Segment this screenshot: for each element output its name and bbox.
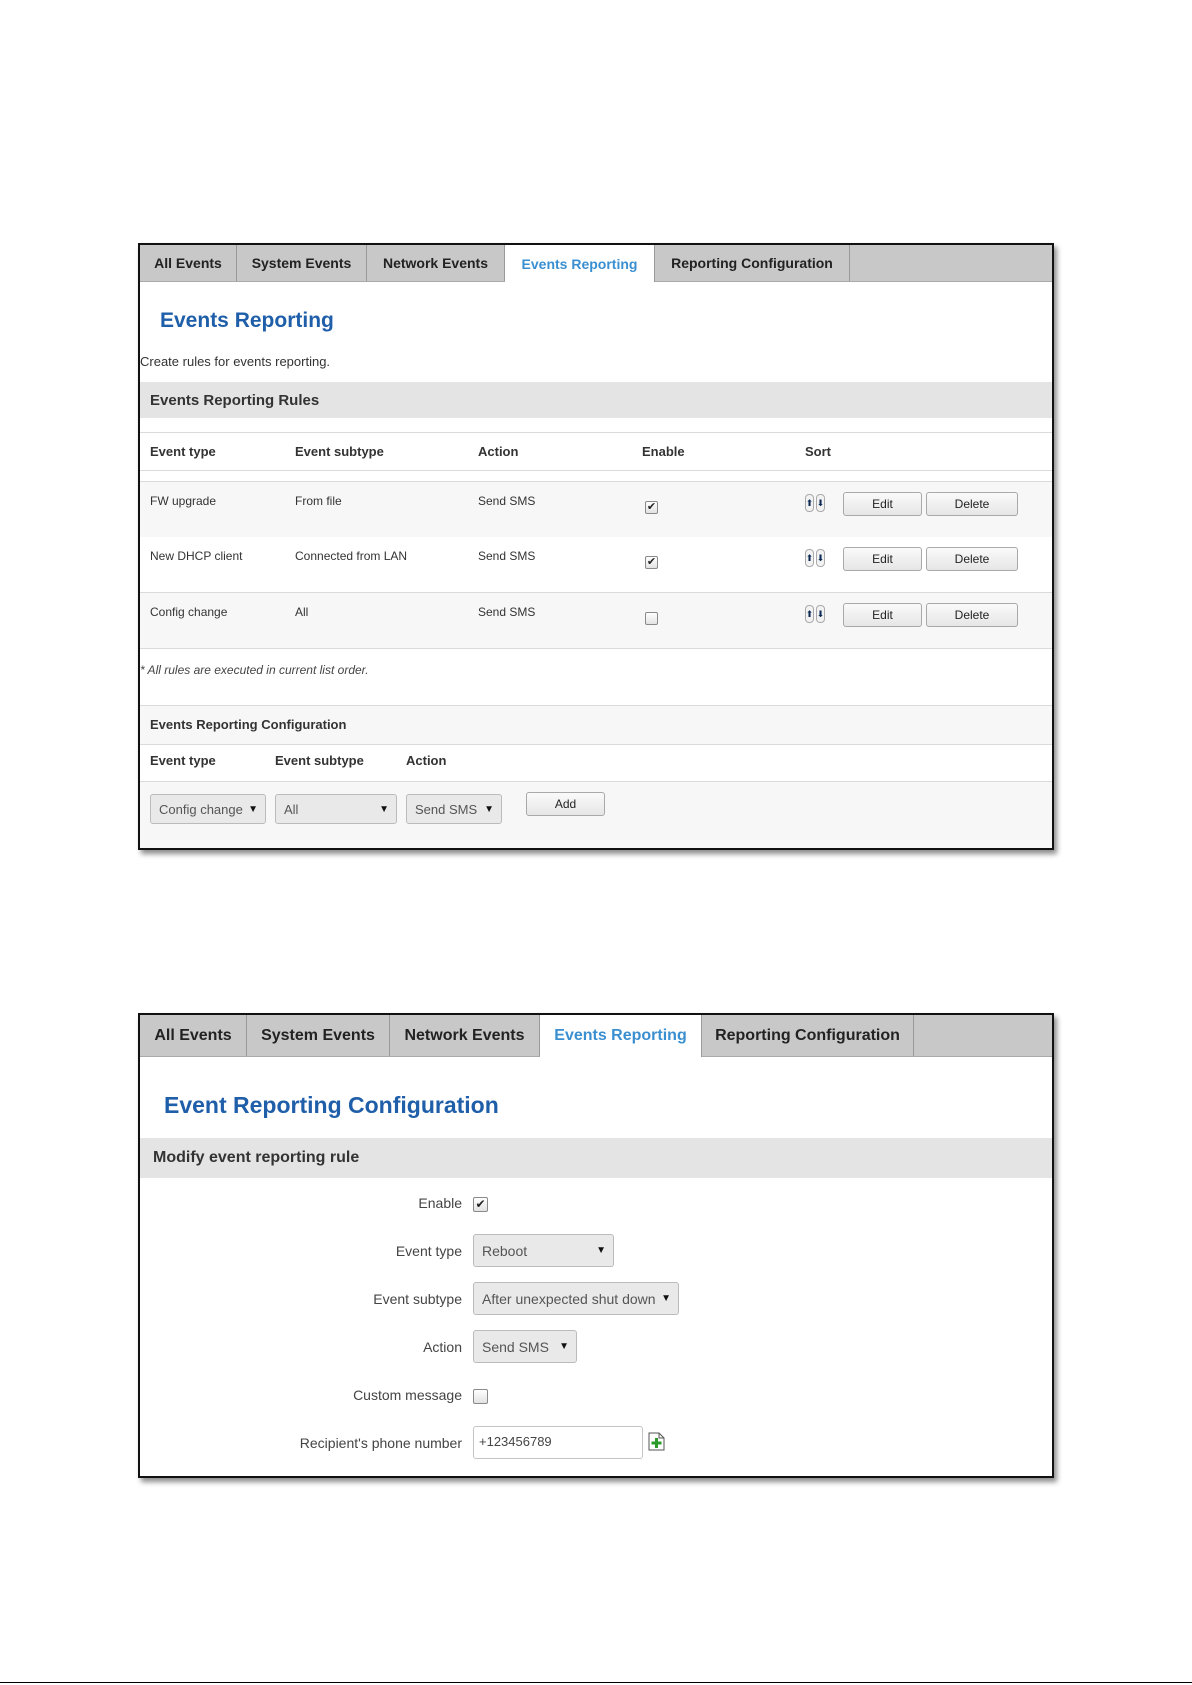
config-header-event-subtype: Event subtype <box>275 753 364 768</box>
header-event-subtype: Event subtype <box>295 444 384 459</box>
custom-message-checkbox[interactable] <box>473 1389 488 1404</box>
chevron-down-icon: ▼ <box>248 803 258 815</box>
modify-rule-section-header: Modify event reporting rule <box>140 1138 1052 1178</box>
cell-action: Send SMS <box>478 605 536 619</box>
tab-network-events[interactable]: Network Events <box>390 1015 540 1056</box>
arrow-up-icon[interactable]: ⬆ <box>805 549 814 567</box>
enable-checkbox[interactable] <box>645 612 658 625</box>
chevron-down-icon: ▼ <box>379 803 389 815</box>
config-row <box>140 781 1052 849</box>
table-row <box>140 481 1052 538</box>
config-section-title: Events Reporting Configuration <box>150 717 347 732</box>
tab-network-events[interactable]: Network Events <box>367 245 505 281</box>
tab-bar <box>140 1015 1052 1057</box>
page-description: Create rules for events reporting. <box>140 354 331 369</box>
config-header-event-type: Event type <box>150 753 216 768</box>
add-button[interactable]: Add <box>526 792 605 816</box>
cell-event-subtype: All <box>295 605 309 619</box>
divider <box>140 470 1052 471</box>
tab-reporting-configuration[interactable]: Reporting Configuration <box>655 245 850 281</box>
tab-events-reporting[interactable]: Events Reporting <box>505 245 655 282</box>
custom-message-label: Custom message <box>353 1387 462 1403</box>
add-icon[interactable] <box>648 1432 665 1451</box>
edit-button[interactable]: Edit <box>843 603 922 627</box>
tab-reporting-configuration[interactable]: Reporting Configuration <box>702 1015 914 1056</box>
cell-action: Send SMS <box>478 549 536 563</box>
tab-all-events[interactable]: All Events <box>140 245 237 281</box>
event-type-label: Event type <box>395 1243 462 1259</box>
event-subtype-select[interactable] <box>473 1282 679 1315</box>
enable-label: Enable <box>418 1195 462 1211</box>
edit-button[interactable]: Edit <box>843 547 922 571</box>
tab-events-reporting[interactable]: Events Reporting <box>540 1015 702 1057</box>
event-subtype-value: After unexpected shut down <box>482 1290 656 1307</box>
arrow-down-icon[interactable]: ⬇ <box>816 494 825 512</box>
chevron-down-icon: ▼ <box>596 1245 606 1256</box>
action-select[interactable] <box>473 1330 577 1363</box>
event-type-value: Reboot <box>482 1242 528 1259</box>
header-action: Action <box>478 444 519 459</box>
enable-checkbox[interactable]: ✔ <box>473 1197 488 1212</box>
divider <box>140 432 1052 433</box>
action-value: Send SMS <box>482 1338 549 1355</box>
cell-event-subtype: Connected from LAN <box>295 549 408 563</box>
header-event-type: Event type <box>150 444 216 459</box>
action-value: Send SMS <box>415 801 478 817</box>
phone-value: +123456789 <box>479 1434 552 1449</box>
action-label: Action <box>423 1339 462 1355</box>
enable-checkbox[interactable]: ✔ <box>646 501 657 513</box>
arrow-up-icon[interactable]: ⬆ <box>805 494 814 512</box>
delete-button[interactable]: Delete <box>926 492 1018 516</box>
event-reporting-configuration-panel <box>138 1013 1054 1478</box>
cell-event-type: New DHCP client <box>150 549 243 563</box>
event-type-value: Config change <box>159 801 243 817</box>
tab-system-events[interactable]: System Events <box>247 1015 390 1056</box>
chevron-down-icon: ▼ <box>559 1341 569 1352</box>
arrow-down-icon[interactable]: ⬇ <box>816 549 825 567</box>
tab-bar <box>140 245 1052 282</box>
enable-checkbox[interactable]: ✔ <box>646 556 657 568</box>
page-title: Event Reporting Configuration <box>164 1092 499 1118</box>
delete-button[interactable]: Delete <box>926 547 1018 571</box>
config-section-header <box>140 705 1052 745</box>
event-subtype-value: All <box>284 801 299 817</box>
events-reporting-panel <box>138 243 1054 850</box>
cell-event-subtype: From file <box>295 494 342 508</box>
tab-all-events[interactable]: All Events <box>140 1015 247 1056</box>
cell-event-type: FW upgrade <box>150 494 217 508</box>
event-subtype-select[interactable] <box>275 794 397 824</box>
cell-event-type: Config change <box>150 605 228 619</box>
chevron-down-icon: ▼ <box>661 1293 671 1304</box>
arrow-down-icon[interactable]: ⬇ <box>816 605 825 623</box>
edit-button[interactable]: Edit <box>843 492 922 516</box>
rules-section-header: Events Reporting Rules <box>140 382 1052 418</box>
header-sort: Sort <box>805 444 831 459</box>
phone-label: Recipient's phone number <box>299 1435 462 1451</box>
chevron-down-icon: ▼ <box>484 803 494 815</box>
table-row <box>140 593 1052 649</box>
phone-input[interactable] <box>473 1426 643 1459</box>
page-title: Events Reporting <box>160 309 334 332</box>
header-enable: Enable <box>642 444 685 459</box>
page-footer-rule <box>0 1682 1192 1683</box>
delete-button[interactable]: Delete <box>926 603 1018 627</box>
table-row <box>140 537 1052 593</box>
event-type-select[interactable] <box>150 794 266 824</box>
action-select[interactable] <box>406 794 502 824</box>
event-subtype-label: Event subtype <box>373 1291 462 1307</box>
cell-action: Send SMS <box>478 494 536 508</box>
config-header-action: Action <box>406 753 447 768</box>
event-type-select[interactable] <box>473 1234 614 1267</box>
order-note: * All rules are executed in current list order. <box>140 663 369 677</box>
tab-system-events[interactable]: System Events <box>237 245 367 281</box>
arrow-up-icon[interactable]: ⬆ <box>805 605 814 623</box>
